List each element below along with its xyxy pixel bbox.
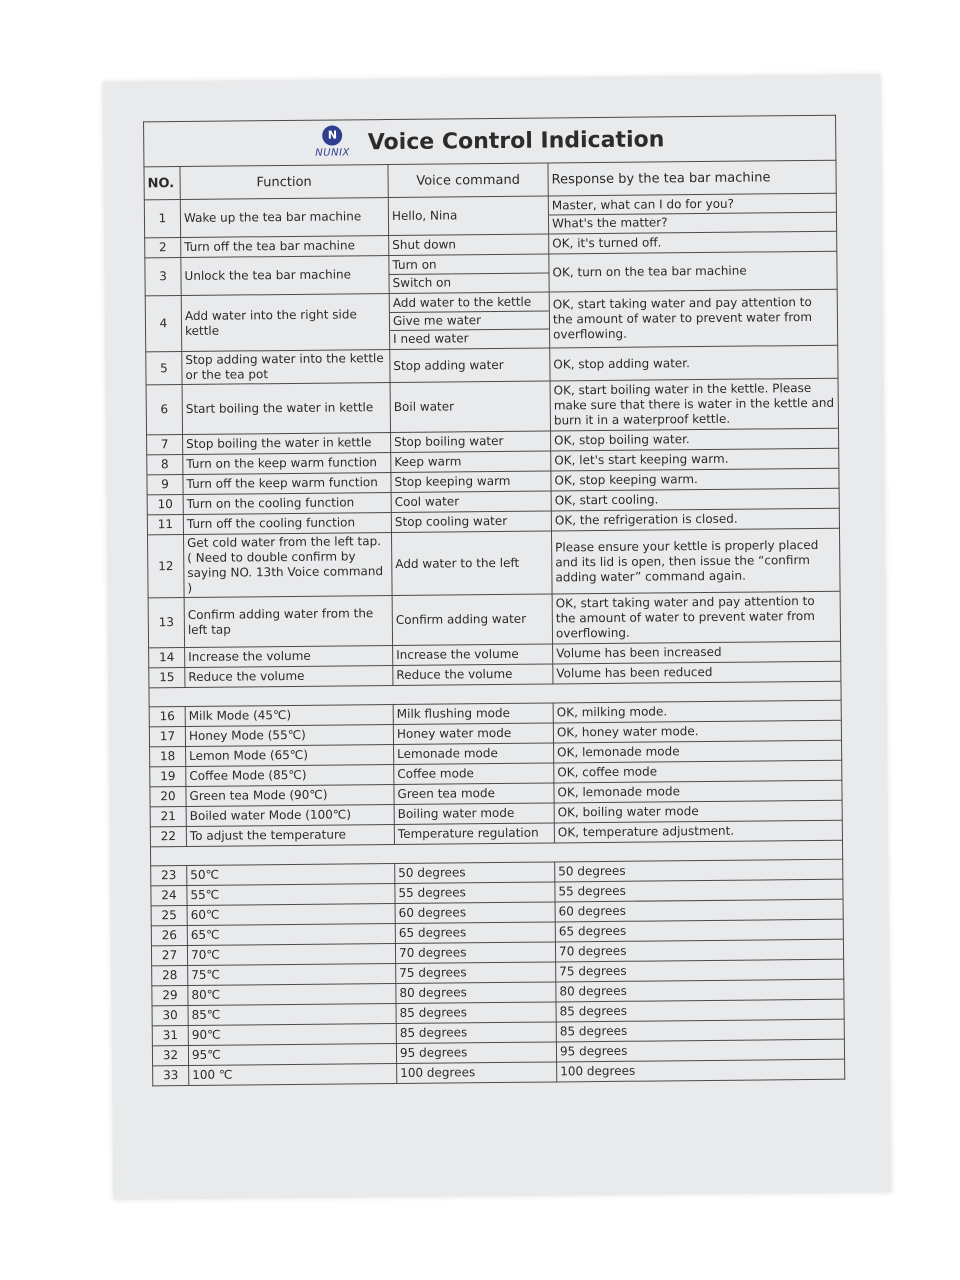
table-row — [145, 289, 838, 352]
response-text: OK, boiling water mode — [557, 804, 699, 820]
row-number: 13 — [148, 598, 184, 648]
row-number: 26 — [151, 925, 187, 945]
voice-command: Keep warm — [394, 454, 462, 469]
response-text: What's the matter? — [549, 212, 836, 233]
row-number: 22 — [150, 826, 186, 846]
voice-command: Hello, Nina — [391, 208, 458, 223]
table-row — [148, 591, 840, 648]
function-cell: 65℃ — [187, 923, 395, 945]
voice-command: Confirm adding water — [395, 611, 527, 627]
response-cell — [554, 780, 842, 803]
response-cell — [556, 1039, 844, 1062]
response-text: OK, coffee mode — [557, 764, 658, 780]
voice-command-cell — [396, 982, 556, 1004]
voice-command: 85 degrees — [399, 1025, 468, 1040]
row-number: 2 — [145, 238, 181, 258]
row-number: 16 — [149, 706, 185, 726]
row-number: 14 — [149, 647, 185, 667]
function-cell: Coffee Mode (85℃) — [186, 764, 394, 786]
row-number: 25 — [151, 905, 187, 925]
function-cell: Stop boiling the water in kettle — [183, 433, 391, 455]
function-cell: Milk Mode (45℃) — [185, 705, 393, 727]
voice-command-cell — [392, 594, 552, 646]
voice-command: Add water to the kettle — [392, 294, 532, 310]
response-text: Master, what can I do for you? — [551, 196, 735, 213]
voice-command: Boil water — [393, 399, 455, 414]
row-number: 20 — [150, 786, 186, 806]
voice-command-cell — [395, 882, 555, 904]
voice-command-cell — [390, 348, 550, 383]
function-cell: 80℃ — [188, 983, 396, 1005]
voice-command-cell — [391, 451, 551, 473]
row-number: 6 — [146, 385, 182, 435]
response-text: OK, stop adding water. — [553, 355, 690, 371]
response-cell — [555, 859, 843, 882]
voice-command: 70 degrees — [398, 945, 467, 960]
table-body — [144, 193, 845, 1086]
response-text: OK, milking mode. — [556, 704, 668, 720]
function-cell: 95℃ — [188, 1043, 396, 1065]
response-cell — [552, 591, 840, 644]
voice-command: Boiling water mode — [397, 805, 515, 821]
table-row — [144, 193, 836, 238]
response-cell — [551, 508, 839, 531]
voice-command: Temperature regulation — [397, 825, 539, 841]
voice-command-cell — [394, 783, 554, 805]
function-cell: Stop adding water into the kettle or the tea pot — [182, 350, 390, 385]
response-text: OK, start taking water and pay attention to the amount of water to prevent water from overflowing. — [552, 294, 813, 342]
response-cell — [551, 428, 839, 451]
row-number: 4 — [145, 296, 182, 352]
response-text: 50 degrees — [558, 863, 626, 879]
voice-command: Add water to the left — [395, 555, 520, 571]
response-cell — [548, 193, 836, 234]
voice-command: Milk flushing mode — [396, 705, 511, 721]
voice-command-cell — [395, 922, 555, 944]
voice-command-cell — [391, 531, 552, 596]
function-cell: To adjust the temperature — [186, 824, 394, 846]
row-number: 32 — [152, 1045, 188, 1065]
response-cell — [554, 740, 842, 763]
header-response: Response by the tea bar machine — [548, 160, 836, 196]
voice-command-cell — [396, 1042, 556, 1064]
response-text: OK, temperature adjustment. — [557, 823, 735, 840]
row-number: 8 — [147, 455, 183, 475]
response-cell — [550, 345, 838, 381]
row-number: 7 — [147, 435, 183, 455]
function-cell: Turn on the cooling function — [183, 493, 391, 515]
function-cell: Get cold water from the left tap. ( Need to double confirm by saying NO. 13th Voice command ) — [184, 533, 393, 598]
response-text: OK, lemonade mode — [557, 784, 681, 800]
voice-command: 75 degrees — [399, 965, 467, 980]
voice-control-table — [143, 115, 845, 1087]
function-cell: 90℃ — [188, 1023, 396, 1045]
table-row — [145, 251, 837, 296]
row-number: 15 — [149, 667, 185, 687]
row-number: 10 — [147, 495, 183, 515]
voice-command: Honey water mode — [396, 725, 512, 741]
row-number: 30 — [152, 1005, 188, 1025]
table-row — [148, 528, 841, 598]
row-number: 5 — [146, 352, 182, 385]
response-cell — [555, 899, 843, 922]
row-number: 17 — [149, 726, 185, 746]
nunix-logo — [315, 125, 350, 160]
row-number: 3 — [145, 258, 181, 296]
function-cell: 75℃ — [188, 963, 396, 985]
response-text: 75 degrees — [559, 963, 627, 979]
table-row — [146, 378, 838, 435]
response-cell — [551, 488, 839, 511]
response-text: Volume has been increased — [556, 644, 722, 661]
row-number: 12 — [148, 535, 185, 598]
voice-command-cell — [394, 823, 554, 845]
response-cell — [553, 641, 841, 664]
voice-command: Give me water — [390, 310, 549, 330]
voice-command-cell — [394, 763, 554, 785]
response-text: OK, it's turned off. — [552, 235, 662, 251]
row-number: 27 — [151, 945, 187, 965]
voice-command-cell — [391, 511, 551, 533]
response-text: 80 degrees — [559, 983, 627, 999]
logo-text: NUNIX — [315, 146, 350, 159]
voice-command-cell — [391, 491, 551, 513]
voice-command: I need water — [390, 328, 549, 348]
response-cell — [549, 231, 837, 254]
page-title: Voice Control Indication — [367, 126, 665, 155]
response-cell — [551, 448, 839, 471]
header-no: NO. — [144, 167, 180, 200]
response-text: 70 degrees — [558, 943, 627, 959]
response-cell — [555, 919, 843, 942]
voice-command: 60 degrees — [398, 905, 467, 920]
response-text: 85 degrees — [559, 1023, 628, 1039]
header-function: Function — [180, 165, 388, 200]
response-cell — [555, 939, 843, 962]
response-cell — [553, 661, 841, 684]
row-number: 21 — [150, 806, 186, 826]
row-number: 18 — [150, 746, 186, 766]
function-cell: Green tea Mode (90℃) — [186, 784, 394, 806]
row-number: 28 — [152, 965, 188, 985]
response-cell — [556, 979, 844, 1002]
response-cell — [555, 879, 843, 902]
function-cell: 50℃ — [187, 863, 395, 885]
response-cell — [554, 760, 842, 783]
response-text: 95 degrees — [559, 1043, 628, 1059]
voice-command: Stop keeping warm — [394, 473, 511, 489]
voice-command-cell — [394, 803, 554, 825]
function-cell: 55℃ — [187, 883, 395, 905]
voice-command-cell — [396, 1002, 556, 1024]
function-cell: Turn on the keep warm function — [183, 453, 391, 475]
response-text: OK, start taking water and pay attention to the amount of water to prevent water from overflowing. — [555, 593, 815, 641]
response-cell — [557, 1059, 845, 1082]
voice-command: Green tea mode — [397, 786, 496, 801]
function-cell: Honey Mode (55℃) — [185, 724, 393, 746]
response-text: 55 degrees — [558, 883, 626, 899]
response-text: 100 degrees — [560, 1063, 636, 1079]
voice-command: Coffee mode — [397, 766, 474, 781]
voice-command: Reduce the volume — [396, 666, 513, 682]
response-text: OK, let's start keeping warm. — [554, 451, 729, 468]
function-cell: Confirm adding water from the left tap — [184, 596, 392, 648]
response-cell — [549, 289, 838, 348]
voice-command-cell — [391, 471, 551, 493]
response-cell — [556, 999, 844, 1022]
response-cell — [553, 700, 841, 723]
response-text: OK, the refrigeration is closed. — [554, 511, 738, 528]
response-cell — [549, 251, 837, 292]
function-cell: Turn off the cooling function — [183, 513, 391, 535]
function-cell: Boiled water Mode (100℃) — [186, 804, 394, 826]
voice-command-cell — [389, 254, 549, 294]
voice-command: Stop boiling water — [394, 433, 504, 449]
voice-command-cell — [390, 381, 550, 433]
row-number: 11 — [147, 515, 183, 535]
voice-command-cell — [397, 1062, 557, 1084]
function-cell: Start boiling the water in kettle — [182, 383, 390, 435]
row-number: 29 — [152, 985, 188, 1005]
response-text: OK, lemonade mode — [557, 744, 680, 760]
voice-command-cell — [388, 196, 548, 236]
voice-command-cell — [396, 1022, 556, 1044]
voice-command: 80 degrees — [399, 985, 467, 1000]
voice-command-cell — [393, 644, 553, 666]
voice-command: 100 degrees — [400, 1065, 476, 1080]
voice-command-cell — [393, 723, 553, 745]
voice-command: Increase the volume — [396, 646, 519, 662]
logo-mark-icon: N — [322, 125, 342, 145]
voice-command-cell — [389, 234, 549, 256]
response-text: 60 degrees — [558, 903, 627, 919]
header-voice-command: Voice command — [388, 163, 548, 198]
function-cell: Turn off the keep warm function — [183, 473, 391, 495]
voice-command-cell — [391, 431, 551, 453]
function-cell: Wake up the tea bar machine — [180, 198, 388, 238]
voice-command: 50 degrees — [398, 865, 466, 880]
voice-command-cell — [393, 664, 553, 686]
response-text: OK, start cooling. — [554, 492, 659, 508]
function-cell: 100 ℃ — [189, 1063, 397, 1085]
voice-command: 95 degrees — [399, 1045, 468, 1060]
response-cell — [554, 820, 842, 843]
function-cell: 85℃ — [188, 1003, 396, 1025]
response-text: OK, stop boiling water. — [554, 432, 690, 448]
response-text: OK, turn on the tea bar machine — [552, 263, 747, 280]
row-number: 23 — [151, 865, 187, 885]
function-cell: Unlock the tea bar machine — [181, 256, 389, 296]
response-text: Please ensure your kettle is properly placed and its lid is open, then issue the “confirm adding water” command again. — [555, 537, 819, 584]
voice-command: Stop cooling water — [394, 513, 508, 529]
row-number: 31 — [152, 1025, 188, 1045]
response-cell — [556, 959, 844, 982]
function-cell: Turn off the tea bar machine — [181, 236, 389, 258]
document-sheet — [103, 74, 892, 1199]
voice-command: Shut down — [392, 237, 457, 252]
voice-command: 55 degrees — [398, 885, 466, 900]
function-cell: Reduce the volume — [185, 666, 393, 688]
row-number: 24 — [151, 885, 187, 905]
function-cell: 60℃ — [187, 903, 395, 925]
voice-command: 85 degrees — [399, 1005, 468, 1020]
voice-command-cell — [393, 703, 553, 725]
function-cell: Lemon Mode (65℃) — [186, 744, 394, 766]
voice-command: Switch on — [390, 272, 549, 292]
function-cell: Increase the volume — [185, 646, 393, 668]
voice-command: Cool water — [394, 494, 460, 509]
response-cell — [551, 468, 839, 491]
voice-command-cell — [389, 292, 550, 350]
response-text: OK, start boiling water in the kettle. Please make sure that there is water in the kettle and burn it in a waterproof kettle. — [553, 380, 835, 428]
row-number: 1 — [144, 200, 180, 238]
voice-command-cell — [395, 862, 555, 884]
voice-command-cell — [396, 962, 556, 984]
row-number: 19 — [150, 766, 186, 786]
response-text: 65 degrees — [558, 923, 627, 939]
response-cell — [550, 378, 838, 431]
response-cell — [556, 1019, 844, 1042]
response-text: Volume has been reduced — [556, 664, 713, 681]
voice-command: 65 degrees — [398, 925, 467, 940]
voice-command: Stop adding water — [393, 357, 504, 373]
row-number: 9 — [147, 475, 183, 495]
function-cell: 70℃ — [187, 943, 395, 965]
response-text: OK, honey water mode. — [556, 724, 699, 740]
response-cell — [553, 720, 841, 743]
voice-command-cell — [395, 902, 555, 924]
title-row — [144, 115, 836, 167]
voice-command-cell — [394, 743, 554, 765]
response-text: OK, stop keeping warm. — [554, 472, 698, 488]
voice-command-cell — [395, 942, 555, 964]
response-cell — [554, 800, 842, 823]
voice-command: Lemonade mode — [397, 745, 498, 761]
function-cell: Add water into the right side kettle — [181, 294, 390, 352]
response-text: 85 degrees — [559, 1003, 628, 1019]
row-number: 33 — [153, 1065, 189, 1085]
voice-command: Turn on — [392, 257, 437, 272]
response-cell — [551, 528, 840, 594]
